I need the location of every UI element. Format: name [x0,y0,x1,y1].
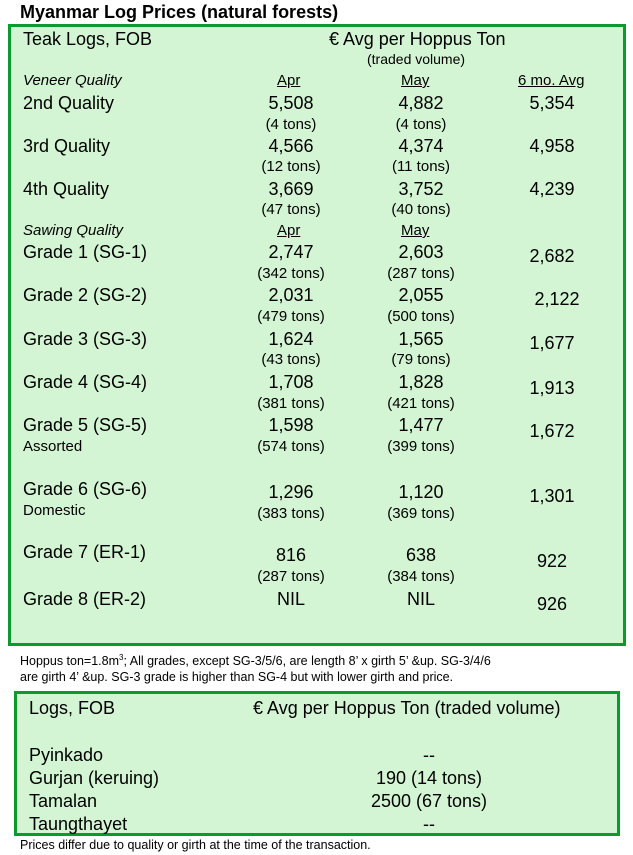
price-header: € Avg per Hoppus Ton [329,29,506,49]
may-volume: (384 tons) [387,568,455,585]
apr-value: 5,508 [268,93,314,113]
row-label: Grade 4 (SG-4) [23,372,148,392]
footnote-line-2: are girth 4’ &up. SG-3 grade is higher than SG-4 but with lower girth and price. [20,670,454,685]
avg-value: 1,672 [529,421,575,441]
may-value: 4,374 [398,136,444,156]
apr-value: 1,296 [268,482,314,502]
col-apr-veneer: Apr [277,72,301,89]
row-label: 3rd Quality [23,136,111,156]
row-label: Taungthayet [29,814,128,834]
avg-value: 4,239 [529,179,575,199]
col-apr-sawing: Apr [277,222,301,239]
apr-volume: (479 tons) [257,308,325,325]
avg-value: 2,682 [529,246,575,266]
may-value: 4,882 [398,93,444,113]
row-label: Grade 6 (SG-6) [23,479,148,499]
col-may-veneer: May [401,72,430,89]
apr-volume: (381 tons) [257,395,325,412]
row-label: 4th Quality [23,179,110,199]
price-value: -- [423,745,435,765]
footnote-line-1 [20,650,491,669]
may-value: 1,565 [398,329,444,349]
apr-value: 2,747 [268,242,314,262]
row-label: Grade 1 (SG-1) [23,242,148,262]
price-value: 2500 (67 tons) [370,791,488,811]
avg-value: 922 [536,551,568,571]
apr-volume: (574 tons) [257,438,325,455]
teak-logs-panel [8,24,626,646]
volume-header: (traded volume) [367,51,466,67]
col-may-sawing: May [401,222,430,239]
footnote-text: Hoppus ton=1.8m [20,654,120,669]
may-volume: (287 tons) [387,265,455,282]
may-volume: (11 tons) [391,158,451,175]
row-label: Grade 7 (ER-1) [23,542,147,562]
row-sublabel: Domestic [23,502,86,519]
sawing-quality-label: Sawing Quality [23,222,124,239]
apr-value: 2,031 [268,285,314,305]
apr-value: 1,598 [268,415,314,435]
avg-value: 2,122 [534,289,580,309]
may-value: 2,055 [398,285,444,305]
avg-value: 1,677 [529,333,575,353]
apr-volume: (43 tons) [261,351,321,368]
footer-note: Prices differ due to quality or girth at the time of the transaction. [20,838,371,852]
row-label: 2nd Quality [23,93,115,113]
footnote-text: ; All grades, except SG-3/5/6, are length 8’ x girth 5’ &up. SG-3/4/6 [123,654,491,669]
row-label: Grade 5 (SG-5) [23,415,148,435]
teak-logs-label: Teak Logs, FOB [23,29,153,49]
row-label: Grade 8 (ER-2) [23,589,147,609]
row-label: Grade 2 (SG-2) [23,285,148,305]
apr-value: NIL [276,589,305,609]
logs-price-header: € Avg per Hoppus Ton (traded volume) [253,698,561,718]
apr-volume: (383 tons) [257,505,325,522]
apr-value: 1,708 [268,372,314,392]
apr-value: 4,566 [268,136,314,156]
may-volume: (40 tons) [391,201,451,218]
may-volume: (500 tons) [387,308,455,325]
col-avg: 6 mo. Avg [518,72,585,89]
apr-volume: (47 tons) [261,201,321,218]
veneer-quality-label: Veneer Quality [23,72,122,89]
avg-value: 5,354 [529,93,575,113]
apr-value: 816 [275,545,307,565]
row-label: Tamalan [29,791,98,811]
row-sublabel: Assorted [23,438,83,455]
may-volume: (79 tons) [391,351,451,368]
apr-volume: (4 tons) [265,116,317,133]
may-value: 638 [405,545,437,565]
avg-value: 926 [536,594,568,614]
row-label: Gurjan (keruing) [29,768,160,788]
logs-fob-panel [14,691,620,836]
apr-volume: (287 tons) [257,568,325,585]
may-value: NIL [406,589,435,609]
logs-fob-label: Logs, FOB [29,698,116,718]
may-value: 1,828 [398,372,444,392]
may-value: 2,603 [398,242,444,262]
row-label: Grade 3 (SG-3) [23,329,148,349]
may-value: 3,752 [398,179,444,199]
may-value: 1,120 [398,482,444,502]
may-value: 1,477 [398,415,444,435]
avg-value: 1,913 [529,378,575,398]
apr-value: 1,624 [268,329,314,349]
price-value: -- [423,814,435,834]
may-volume: (4 tons) [395,116,447,133]
avg-value: 1,301 [529,486,575,506]
apr-value: 3,669 [268,179,314,199]
row-label: Pyinkado [29,745,104,765]
footnote-superscript: 3 [119,653,124,662]
may-volume: (399 tons) [387,438,455,455]
apr-volume: (12 tons) [261,158,321,175]
page-title: Myanmar Log Prices (natural forests) [20,2,339,22]
footnote [20,650,491,685]
may-volume: (421 tons) [387,395,455,412]
price-value: 190 (14 tons) [375,768,483,788]
apr-volume: (342 tons) [257,265,325,282]
avg-value: 4,958 [529,136,575,156]
may-volume: (369 tons) [387,505,455,522]
